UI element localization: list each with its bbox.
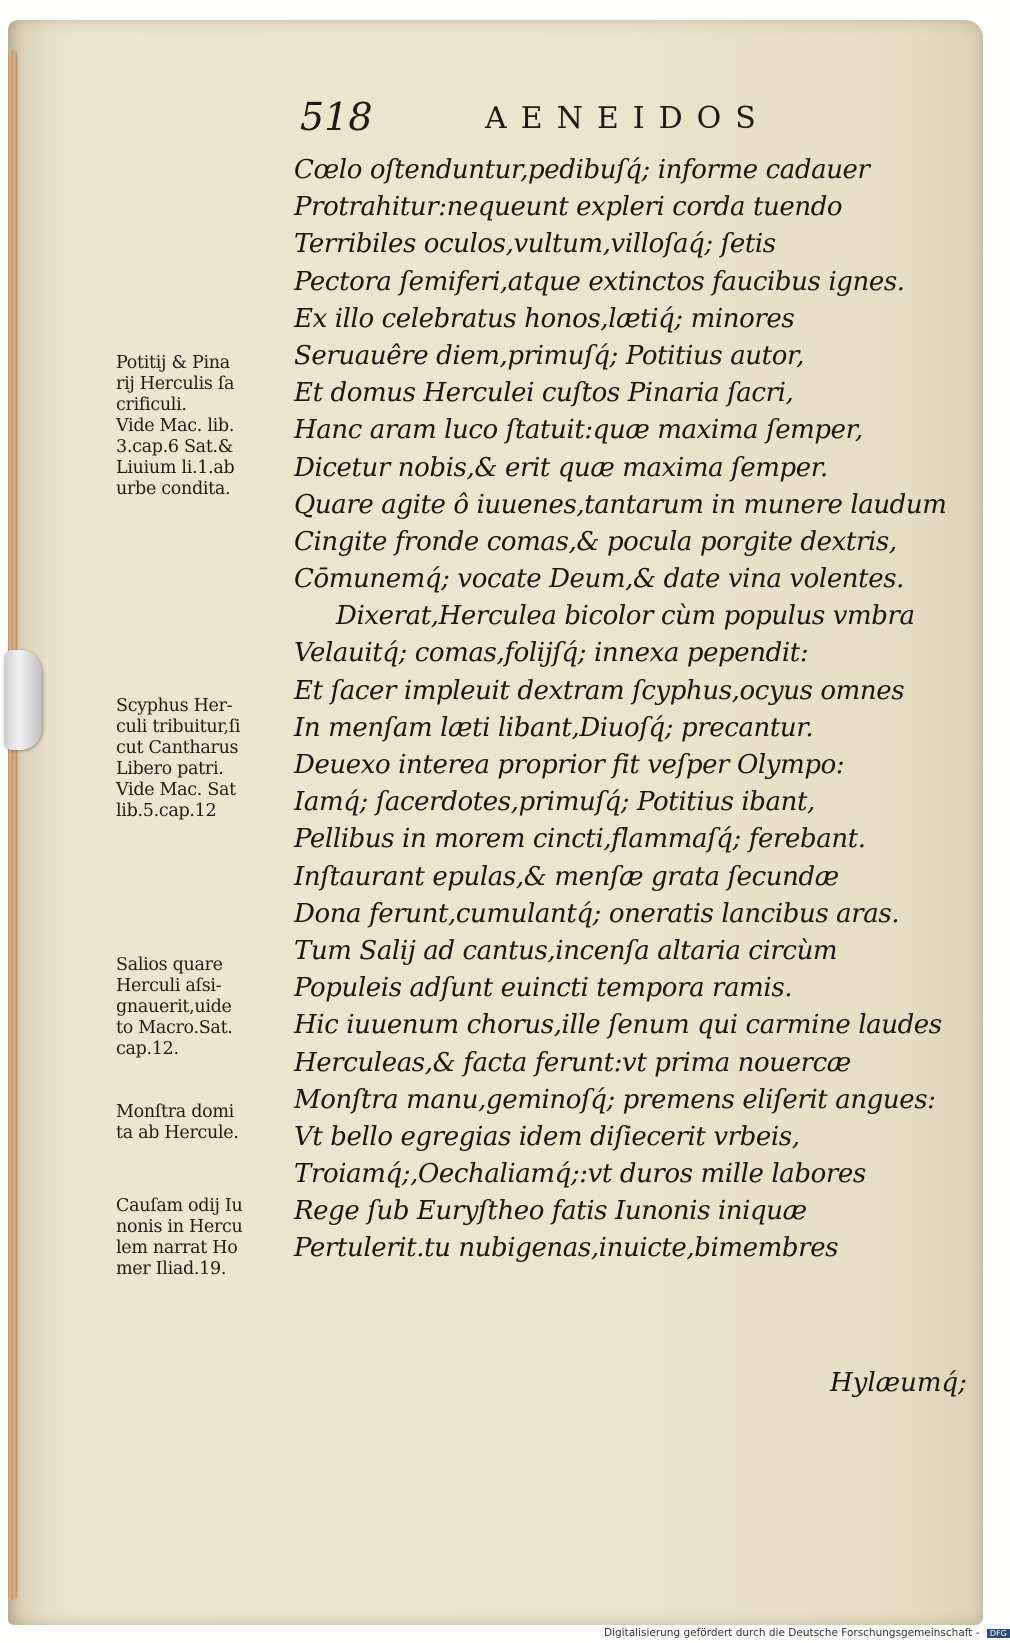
verse-line: Deuexo interea proprior fit veſper Olympo: <box>294 750 845 780</box>
gloss-line: Libero patri. <box>116 759 224 779</box>
gloss-line: Salios quare <box>116 955 223 975</box>
verse-line: Pertulerit.tu nubigenas,inuicte,bimembres <box>294 1233 839 1264</box>
marginal-gloss-iuno <box>116 1196 292 1280</box>
verse-line: Herculeas,& facta ferunt:vt prima nouercæ <box>294 1047 851 1078</box>
gloss-line: ta ab Hercule. <box>116 1123 239 1143</box>
verse-line: Hanc aram luco ſtatuit:quæ maxima ſemper, <box>294 415 863 446</box>
running-head <box>300 95 820 143</box>
marginal-gloss-scyphus <box>116 696 292 822</box>
gloss-line: Liuium li.1.ab <box>116 458 235 478</box>
book-clasp <box>4 650 42 750</box>
page-edges <box>8 50 18 1600</box>
verse-line: In menſam læti libant,Diuoſq́; precantur. <box>294 712 814 743</box>
verse-line: Populeis adſunt euincti tempora ramis. <box>294 973 793 1004</box>
verse-line: Velauitq́; comas,folijſq́; innexa pependit: <box>294 638 809 669</box>
gloss-line: urbe condita. <box>116 479 231 499</box>
gloss-line: Monſtra domi <box>116 1102 234 1122</box>
gloss-line: 3.cap.6 Sat.& <box>116 437 234 457</box>
page-number: 518 <box>300 95 373 139</box>
verse-line: Hic iuuenum chorus,ille ſenum qui carmine laudes <box>294 1010 942 1041</box>
verse-line: Inſtaurant epulas,& menſæ grata ſecundæ <box>294 861 839 892</box>
gloss-line: Potitij & Pina <box>116 353 230 373</box>
verse-line: Cingite fronde comas,& pocula porgite dextris, <box>294 526 897 557</box>
verse-line: Quare agite ô iuuenes,tantarum in munere laudum <box>294 489 947 520</box>
verse-line: Cōmunemq́; vocate Deum,& date vina volentes. <box>294 564 904 595</box>
verse-line: Et domus Herculei cuſtos Pinaria ſacri, <box>294 378 794 409</box>
gloss-line: cap.12. <box>116 1039 179 1059</box>
verse-line: Et ſacer impleuit dextram ſcyphus,ocyus omnes <box>294 675 905 706</box>
verse-line: Dona ferunt,cumulantq́; oneratis lancibus aras. <box>294 898 900 929</box>
verse-line: Protrahitur:nequeunt expleri corda tuendo <box>294 192 843 223</box>
verse-line: Terribiles oculos,vultum,villoſaq́; ſetis <box>294 229 776 260</box>
gloss-line: lib.5.cap.12 <box>116 801 217 821</box>
marginal-gloss-salii <box>116 955 292 1060</box>
gloss-line: nonis in Hercu <box>116 1217 243 1237</box>
gloss-line: to Macro.Sat. <box>116 1018 233 1038</box>
credit-text: Digitalisierung gefördert durch die Deutsche Forschungsgemeinschaft - <box>604 1627 980 1639</box>
gloss-line: cut Cantharus <box>116 738 239 758</box>
verse-line: Seruauêre diem,primuſq́; Potitius autor, <box>294 340 804 371</box>
verse-line: Monſtra manu,geminoſq́; premens eliſerit angues: <box>294 1084 936 1115</box>
verse-line: Dixerat,Herculea bicolor cùm populus vmbra <box>336 601 915 632</box>
marginal-gloss-monstra <box>116 1102 292 1144</box>
gloss-line: lem narrat Ho <box>116 1238 238 1258</box>
verse-line: Tum Salij ad cantus,incenſa altaria circùm <box>294 935 838 966</box>
gloss-line: Scyphus Her- <box>116 696 233 716</box>
digitization-credit <box>604 1627 1010 1639</box>
gloss-line: Vide Mac. lib. <box>116 416 235 436</box>
marginal-gloss-potitii <box>116 353 292 500</box>
catchword: Hylæumq́; <box>830 1368 967 1398</box>
gloss-line: Vide Mac. Sat <box>116 780 236 800</box>
verse-line: Ex illo celebratus honos,lætiq́; minores <box>294 303 795 334</box>
verse-line: Troiamq́;,Oechaliamq́;:vt duros mille labores <box>294 1159 866 1190</box>
gloss-line: Herculi aſsi- <box>116 976 222 996</box>
gloss-line: gnauerit,uide <box>116 997 232 1017</box>
gloss-line: crificuli. <box>116 395 187 415</box>
verse-line: Rege ſub Euryſtheo fatis Iunonis iniquæ <box>294 1196 807 1227</box>
dfg-logo: DFG <box>987 1629 1010 1638</box>
gloss-line: Cauſam odij Iu <box>116 1196 243 1216</box>
verse-text <box>294 152 984 1268</box>
verse-line: Pectora ſemiferi,atque extinctos faucibus ignes. <box>294 266 905 297</box>
verse-line: Vt bello egregias idem diſiecerit vrbeis, <box>294 1121 800 1152</box>
gloss-line: culi tribuitur,ſi <box>116 717 241 737</box>
gloss-line: mer Iliad.19. <box>116 1259 227 1279</box>
verse-line: Cœlo oſtenduntur,pedibuſq́; informe cadauer <box>294 155 870 185</box>
verse-line: Pellibus in morem cincti,flammaſq́; ferebant. <box>294 824 866 855</box>
book-title: AENEIDOS <box>485 101 770 136</box>
gloss-line: rij Herculis ſa <box>116 374 235 394</box>
verse-line: Iamq́; ſacerdotes,primuſq́; Potitius ibant, <box>294 787 815 818</box>
verse-line: Dicetur nobis,& erit quæ maxima ſemper. <box>294 452 828 483</box>
